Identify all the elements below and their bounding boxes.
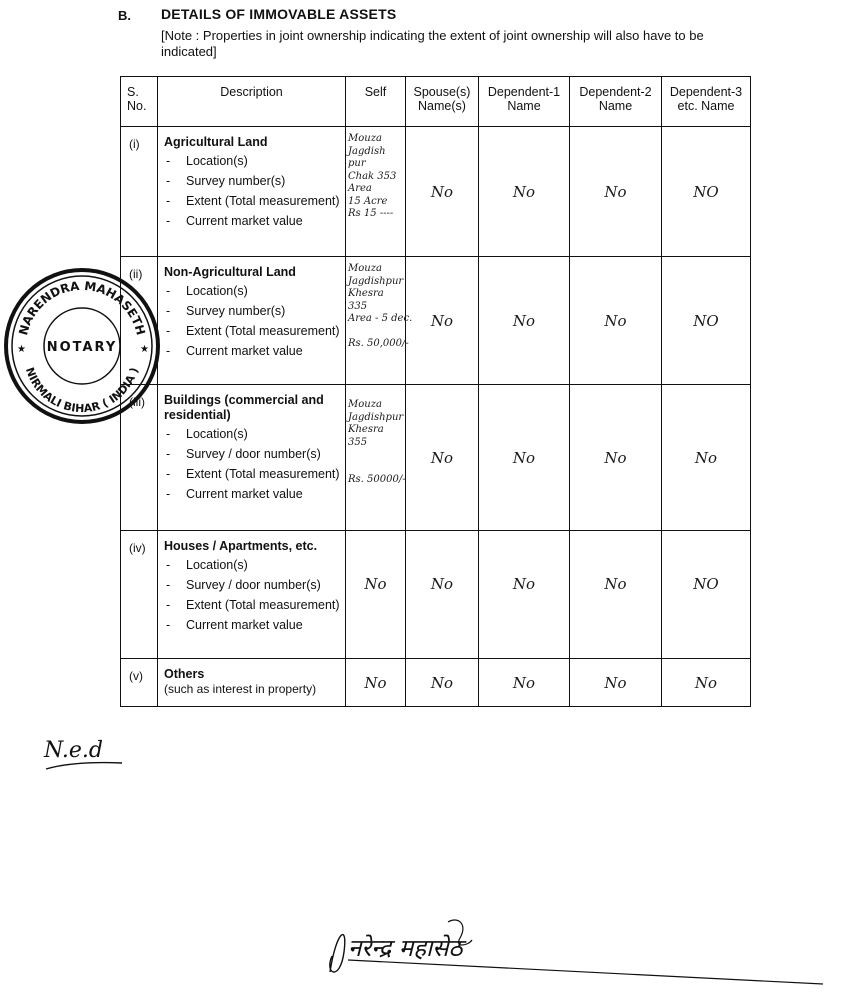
spouse-value-cell xyxy=(406,659,479,707)
self-note-line: Mouza xyxy=(348,133,382,144)
dep3-value-cell xyxy=(662,127,751,257)
dep2-value-cell xyxy=(570,385,662,531)
row-description xyxy=(158,127,346,257)
dep2-value-cell xyxy=(570,531,662,659)
self-note-line: 355 xyxy=(348,436,368,448)
field-extent: - Extent (Total measurement) xyxy=(164,194,341,209)
self-handwritten-note xyxy=(346,385,405,487)
table-row xyxy=(121,257,751,385)
table-row xyxy=(121,659,751,707)
dependent-2-value: No xyxy=(604,575,627,593)
field-location: - Location(s) xyxy=(164,558,341,573)
self-note-line: Khesra xyxy=(348,288,384,299)
row-sno: (ii) xyxy=(121,257,158,385)
spouse-value-cell xyxy=(406,257,479,385)
spouse-value-cell xyxy=(406,127,479,257)
self-note-line: Mouza xyxy=(348,399,382,410)
table-header-row xyxy=(121,77,751,127)
dep1-value-cell xyxy=(479,659,570,707)
self-value xyxy=(346,385,406,531)
star-icon: ★ xyxy=(17,344,26,355)
header-sno: S. No. xyxy=(121,77,158,127)
signature-text: नरेन्द्र महासेठ xyxy=(348,934,463,962)
dependent-3-value: No xyxy=(694,448,718,467)
spouse-value-cell xyxy=(406,531,479,659)
dependent-1-value: No xyxy=(512,311,536,330)
field-list xyxy=(164,558,341,633)
self-note-line: Area - 5 dec. xyxy=(348,313,413,324)
self-note-line: Jagdish xyxy=(348,145,386,157)
section-title: DETAILS OF IMMOVABLE ASSETS xyxy=(161,6,397,22)
header-spouse: Spouse(s) Name(s) xyxy=(406,77,479,127)
field-market-value: - Current market value xyxy=(164,487,341,502)
self-value xyxy=(346,257,413,385)
field-location: - Location(s) xyxy=(164,154,341,169)
dep3-value-cell xyxy=(662,385,751,531)
dependent-3-value: NO xyxy=(693,182,719,201)
field-list xyxy=(164,284,341,359)
dependent-2-value: No xyxy=(604,311,627,330)
row-sno: (iii) xyxy=(121,385,158,531)
field-market-value: - Current market value xyxy=(164,214,341,229)
dep2-value-cell xyxy=(570,659,662,707)
dep3-value-cell xyxy=(662,659,751,707)
self-note-line: Area xyxy=(348,183,372,194)
dependent-1-value: No xyxy=(512,182,536,201)
immovable-assets-table xyxy=(120,76,751,707)
field-location: - Location(s) xyxy=(164,284,341,299)
section-number: B. xyxy=(118,8,131,23)
row-title: Buildings (commercial and residential) xyxy=(164,393,324,422)
self-note-line: Mouza xyxy=(348,263,382,274)
dependent-1-value: No xyxy=(512,673,536,692)
row-title: Others xyxy=(164,667,205,681)
seal-center-text: NOTARY xyxy=(46,340,118,355)
section-note: [Note : Properties in joint ownership indicating the extent of joint ownership will also have to be indicated] xyxy=(161,28,704,59)
self-note-line: Rs. 50,000/- xyxy=(348,338,409,349)
dep1-value-cell xyxy=(479,127,570,257)
field-extent: - Extent (Total measurement) xyxy=(164,324,341,339)
row-sno: (i) xyxy=(121,127,158,257)
self-value: No xyxy=(364,575,387,593)
handwritten-initials xyxy=(44,738,124,773)
row-description xyxy=(158,531,346,659)
dep2-value-cell xyxy=(570,257,662,385)
dependent-2-value: No xyxy=(604,673,627,692)
header-description: Description xyxy=(158,77,346,127)
field-list xyxy=(164,427,341,502)
self-handwritten-note xyxy=(346,127,405,221)
self-note-line: Rs 15 ---- xyxy=(348,208,394,219)
row-description xyxy=(158,385,346,531)
notary-seal xyxy=(2,266,162,426)
dependent-3-value: NO xyxy=(693,311,719,330)
dep3-value-cell xyxy=(662,531,751,659)
signature-drawing xyxy=(318,912,838,992)
table-row xyxy=(121,385,751,531)
field-extent: - Extent (Total measurement) xyxy=(164,467,341,482)
table-row xyxy=(121,127,751,257)
self-note-line: Chak 353 xyxy=(348,170,397,182)
seal-bottom-text: NIRMALI BIHAR ( INDIA ) xyxy=(22,365,141,416)
self-value: No xyxy=(364,673,387,692)
dep2-value-cell xyxy=(570,127,662,257)
row-title: Agricultural Land xyxy=(164,135,268,149)
field-list xyxy=(164,154,341,229)
self-note-line: Rs. 50000/- xyxy=(348,474,406,485)
dependent-1-value: No xyxy=(512,575,536,593)
dependent-3-value: No xyxy=(694,673,718,692)
dependent-2-value: No xyxy=(604,182,627,201)
spouse-value-cell xyxy=(406,385,479,531)
star-icon: ★ xyxy=(140,344,149,355)
header-dependent-2: Dependent-2 Name xyxy=(570,77,662,127)
header-dependent-1: Dependent-1 Name xyxy=(479,77,570,127)
field-survey-number: - Survey / door number(s) xyxy=(164,447,341,462)
self-note-line: pur xyxy=(348,158,366,169)
field-extent: - Extent (Total measurement) xyxy=(164,598,341,613)
spouse-value: No xyxy=(430,448,454,467)
signature xyxy=(318,912,838,997)
dependent-2-value: No xyxy=(604,448,627,467)
self-note-line: Jagdishpur xyxy=(348,411,404,423)
self-handwritten-note xyxy=(346,257,413,351)
row-sno: (iv) xyxy=(121,531,158,659)
table-row xyxy=(121,531,751,659)
dep1-value-cell xyxy=(479,531,570,659)
spouse-value: No xyxy=(430,673,454,692)
self-value-cell xyxy=(346,659,406,707)
row-subtitle: (such as interest in property) xyxy=(164,682,317,696)
field-survey-number: - Survey / door number(s) xyxy=(164,578,341,593)
header-self: Self xyxy=(346,77,406,127)
self-note-line: 15 Acre xyxy=(348,195,388,207)
header-dependent-3: Dependent-3 etc. Name xyxy=(662,77,751,127)
dependent-1-value: No xyxy=(512,448,536,467)
row-sno: (v) xyxy=(121,659,158,707)
self-note-line xyxy=(348,462,405,475)
field-location: - Location(s) xyxy=(164,427,341,442)
dep1-value-cell xyxy=(479,257,570,385)
row-title: Non-Agricultural Land xyxy=(164,265,296,279)
self-note-line: 335 xyxy=(348,300,368,312)
field-market-value: - Current market value xyxy=(164,344,341,359)
self-note-line xyxy=(348,326,405,339)
self-note-line xyxy=(348,449,405,462)
self-note-line: Khesra xyxy=(348,424,384,435)
spouse-value: No xyxy=(430,575,454,593)
field-market-value: - Current market value xyxy=(164,618,341,633)
dep3-value-cell xyxy=(662,257,751,385)
seal-top-text: NARENDRA MAHASETH xyxy=(16,278,148,337)
self-value xyxy=(346,127,406,257)
row-title: Houses / Apartments, etc. xyxy=(164,539,318,553)
row-description xyxy=(158,659,346,707)
spouse-value: No xyxy=(430,311,454,330)
spouse-value: No xyxy=(430,182,454,201)
field-survey-number: - Survey number(s) xyxy=(164,174,341,189)
dependent-3-value: NO xyxy=(693,575,719,593)
dep1-value-cell xyxy=(479,385,570,531)
row-description xyxy=(158,257,346,385)
field-survey-number: - Survey number(s) xyxy=(164,304,341,319)
initials-text: N.e.d xyxy=(44,738,103,763)
self-value-cell xyxy=(346,531,406,659)
self-note-line: Jagdishpur xyxy=(348,275,404,287)
